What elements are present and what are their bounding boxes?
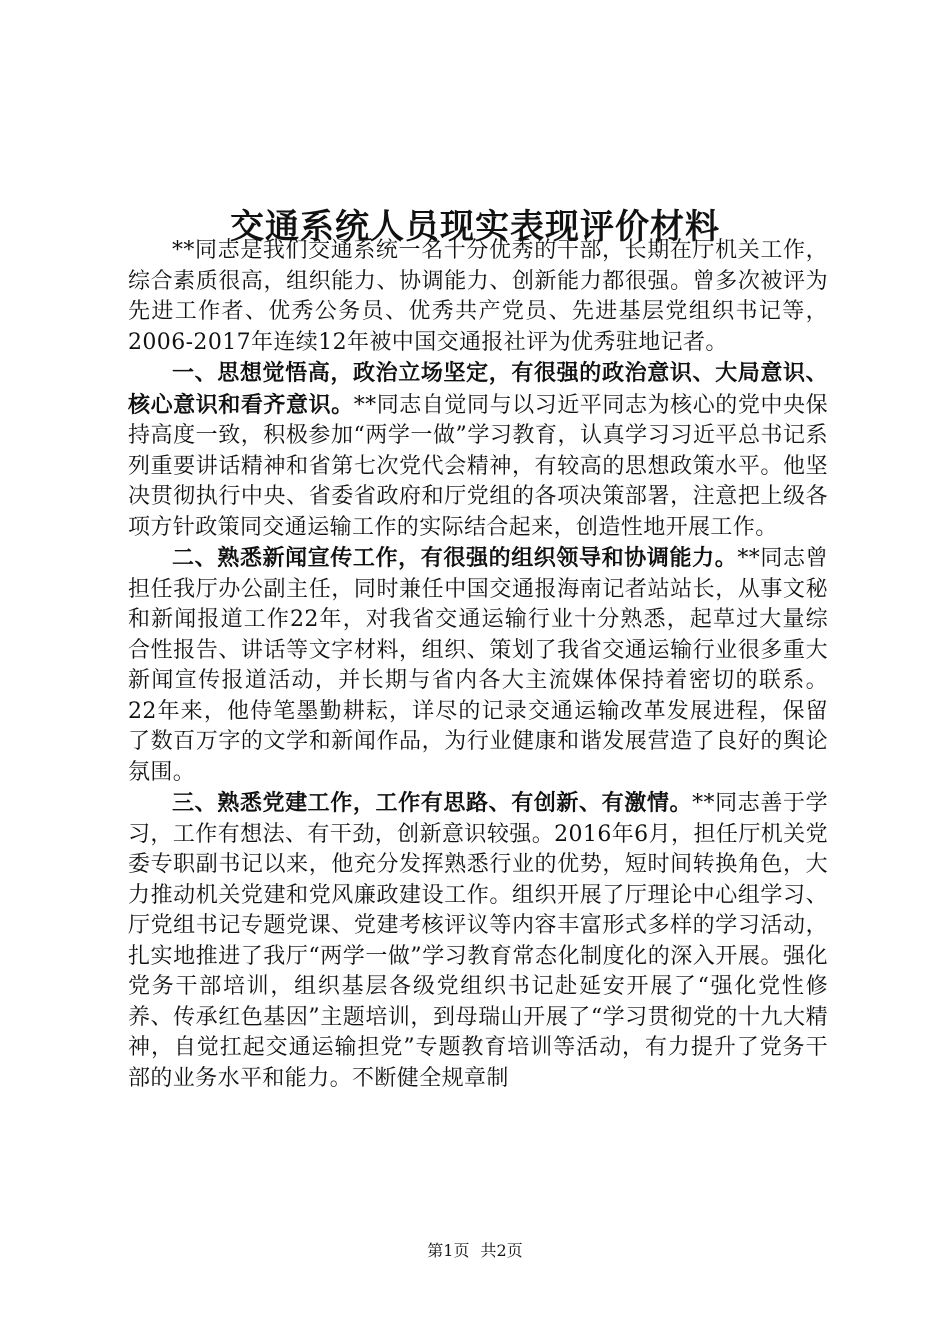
section-heading-2: 二、熟悉新闻宣传工作，有很强的组织领导和协调能力。	[172, 545, 738, 571]
section-heading-3: 三、熟悉党建工作，工作有思路、有创新、有激情。	[172, 790, 693, 816]
section-paragraph-3	[128, 788, 828, 1094]
document-title: 交通系统人员现实表现评价材料	[230, 206, 720, 247]
section-text-3: **同志善于学习，工作有想法、有干劲，创新意识较强。2016年6月，担任厅机关党委专职副书记以来，他充分发挥熟悉行业的优势，短时间转换角色，大力推动机关党建和党风廉政建设工作。组织开展了厅理论中心组学习、厅党组书记专题党课、党建考核评议等内容丰富形式多样的学习活动，扎实地推进了我厅“两学一做”学习教育常态化制度化的深入开展。强化党务干部培训，组织基层各级党组织书记赴延安开展了“强化党性修养、传承红色基因”主题培训，到母瑞山开展了“学习贯彻党的十九大精神，自觉扛起交通运输担党”专题教育培训等活动，有力提升了党务干部的业务水平和能力。不断健全规章制	[128, 791, 828, 1091]
intro-text: **同志是我们交通系统一名十分优秀的干部，长期在厅机关工作，综合素质很高，组织能力、协调能力、创新能力都很强。曾多次被评为先进工作者、优秀公务员、优秀共产党员、先进基层党组织书记等，2006-2017年连续12年被中国交通报社评为优秀驻地记者。	[128, 238, 828, 355]
section-heading-1: 一、思想觉悟高，政治立场坚定，有很强的政治意识、大局意识、核心意识和看齐意识。	[128, 360, 828, 418]
section-text-1: **同志自觉同与以习近平同志为核心的党中央保持高度一致，积极参加“两学一做”学习教育，认真学习习近平总书记系列重要讲话精神和省第七次党代会精神，有较高的思想政策水平。他坚决贯彻执行中央、省委省政府和厅党组的各项决策部署，注意把上级各项方针政策同交通运输工作的实际结合起来，创造性地开展工作。	[128, 392, 828, 540]
section-paragraph-1	[128, 358, 828, 543]
page-number-total: 共2页	[480, 1241, 523, 1260]
page-number-current: 第1页	[427, 1241, 470, 1260]
section-paragraph-2	[128, 543, 828, 788]
intro-paragraph	[128, 236, 828, 358]
page-footer	[0, 1240, 950, 1262]
document-body	[128, 236, 828, 1094]
section-text-2: **同志曾担任我厅办公副主任，同时兼任中国交通报海南记者站站长，从事文秘和新闻报道工作22年，对我省交通运输行业十分熟悉，起草过大量综合性报告、讲话等文字材料，组织、策划了我省交通运输行业很多重大新闻宣传报道活动，并长期与省内各大主流媒体保持着密切的联系。22年来，他侍笔墨勤耕耘，详尽的记录交通运输改革发展进程，保留了数百万字的文学和新闻作品，为行业健康和谐发展营造了良好的舆论氛围。	[128, 546, 828, 785]
